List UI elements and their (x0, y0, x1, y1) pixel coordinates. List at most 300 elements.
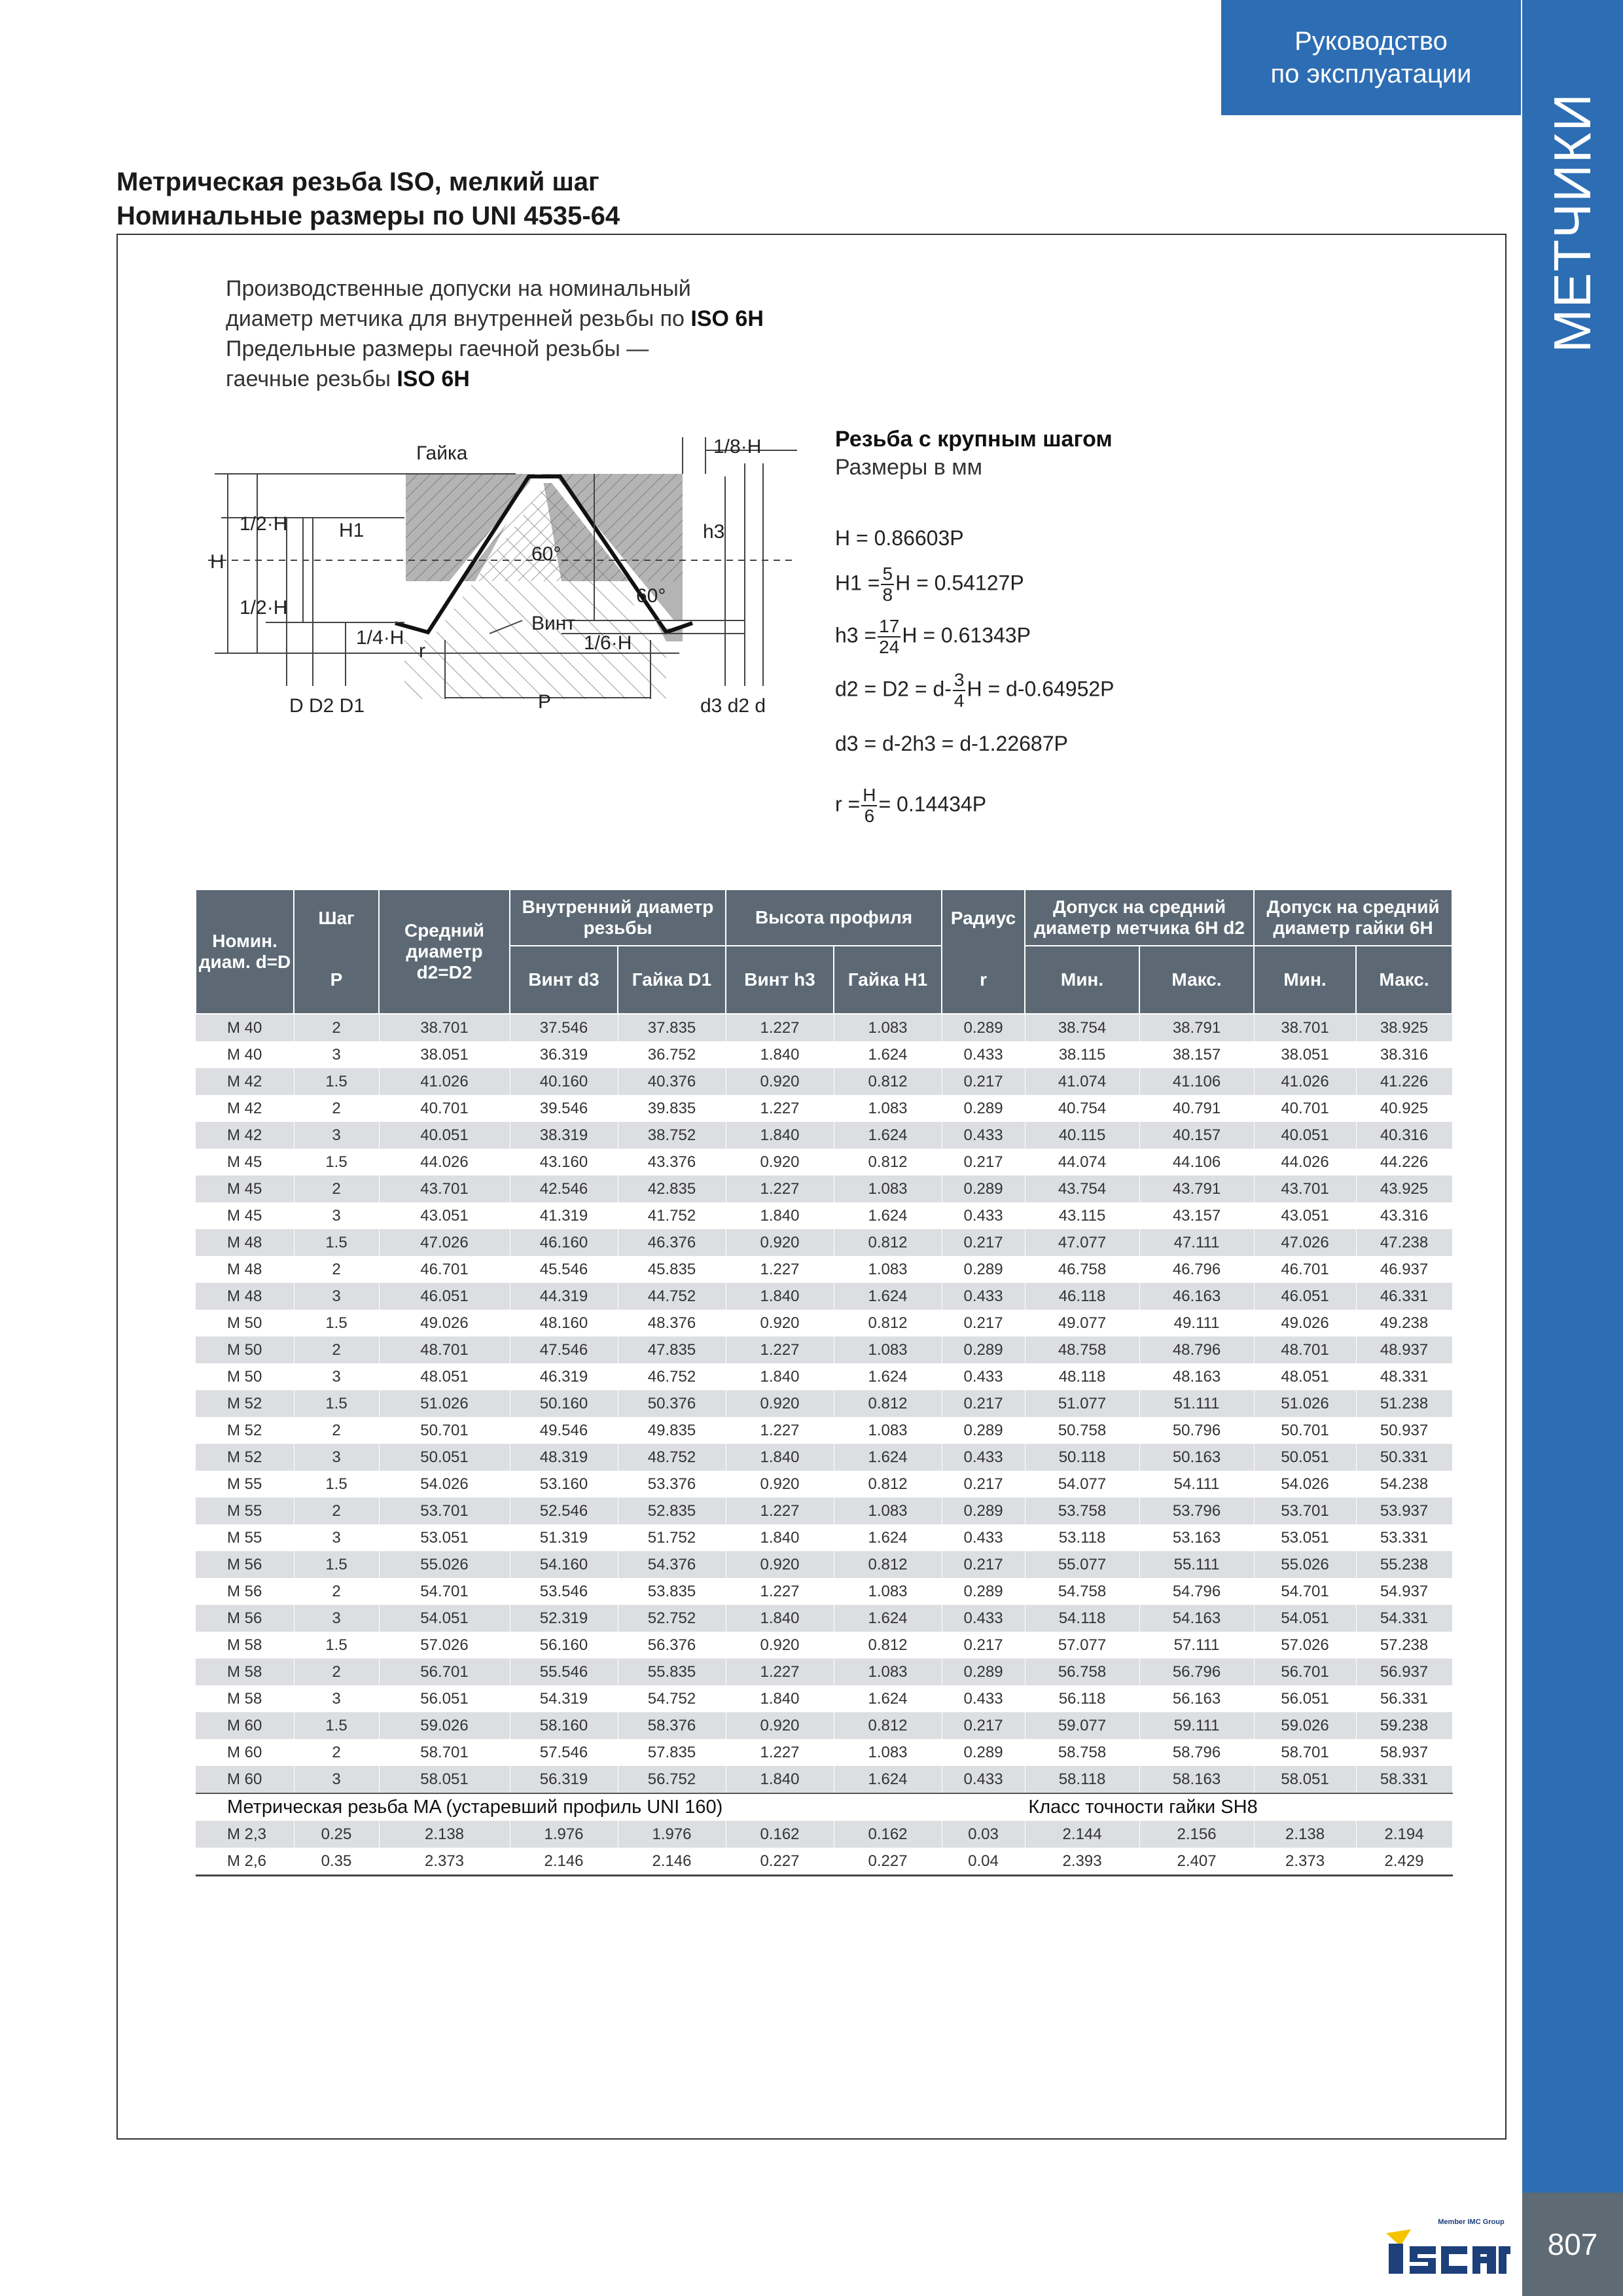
table-cell: 48.051 (1254, 1363, 1356, 1390)
table-row (196, 1471, 1452, 1498)
table-cell: 49.238 (1356, 1310, 1452, 1336)
table-cell: M 2,3 (196, 1821, 294, 1848)
table-cell: 52.546 (510, 1498, 618, 1524)
table-cell: 53.118 (1025, 1524, 1139, 1551)
table-cell: 1.227 (726, 1175, 834, 1202)
table-cell: 0.217 (942, 1471, 1025, 1498)
table-cell: 58.160 (510, 1712, 618, 1739)
table-row (196, 1390, 1452, 1417)
formula-h3-post: H = 0.61343P (902, 623, 1031, 647)
table-cell: 43.376 (618, 1149, 726, 1175)
section-label-text: МЕТЧИКИ (1543, 92, 1601, 353)
table-cell: 0.289 (942, 1739, 1025, 1766)
diagram-label-r: r (419, 640, 425, 662)
table-cell: 2 (294, 1256, 379, 1283)
section-label-ma: Метрическая резьба MA (устаревший профиль UNI 160) (196, 1793, 834, 1821)
table-cell: 41.752 (618, 1202, 726, 1229)
table-cell: 0.217 (942, 1551, 1025, 1578)
table-cell: M 60 (196, 1766, 294, 1793)
table-cell: 41.319 (510, 1202, 618, 1229)
table-cell: 2.373 (379, 1848, 510, 1876)
table-cell: 0.217 (942, 1229, 1025, 1256)
section-label (1522, 92, 1623, 353)
table-cell: 57.238 (1356, 1632, 1452, 1659)
table-cell: 48.118 (1025, 1363, 1139, 1390)
table-cell: 38.791 (1139, 1014, 1254, 1041)
intro-line4-text: гаечные резьбы (226, 367, 397, 391)
table-cell: 51.111 (1139, 1390, 1254, 1417)
intro-line1: Производственные допуски на номинальный (226, 276, 691, 301)
table-cell: 50.051 (379, 1444, 510, 1471)
diagram-label-h: H (210, 551, 224, 573)
table-cell: 1.083 (834, 1336, 942, 1363)
table-cell: 54.319 (510, 1685, 618, 1712)
table-cell: 1.840 (726, 1363, 834, 1390)
table-cell: 49.111 (1139, 1310, 1254, 1336)
page-title-line2: Номинальные размеры по UNI 4535-64 (116, 202, 620, 230)
intro-line3: Предельные размеры гаечной резьбы — (226, 336, 649, 361)
formula-r-den: 6 (864, 806, 875, 826)
formula-h1-den: 8 (882, 584, 893, 605)
table-cell: 41.074 (1025, 1068, 1139, 1095)
table-cell: 50.758 (1025, 1417, 1139, 1444)
table-cell: 57.077 (1025, 1632, 1139, 1659)
table-cell: 2.138 (1254, 1821, 1356, 1848)
thread-data-table (195, 889, 1453, 1876)
table-cell: 51.026 (379, 1390, 510, 1417)
table-cell: 39.835 (618, 1095, 726, 1122)
table-cell: 0.433 (942, 1685, 1025, 1712)
table-cell: 43.701 (379, 1175, 510, 1202)
table-cell: 0.433 (942, 1041, 1025, 1068)
table-cell: 3 (294, 1283, 379, 1310)
table-cell: 51.026 (1254, 1390, 1356, 1417)
table-cell: 1.083 (834, 1739, 942, 1766)
table-cell: 1.227 (726, 1417, 834, 1444)
table-cell: 56.701 (1254, 1659, 1356, 1685)
table-cell: 3 (294, 1524, 379, 1551)
table-cell: 54.026 (1254, 1471, 1356, 1498)
table-cell: 40.051 (1254, 1122, 1356, 1149)
table-cell: 54.701 (379, 1578, 510, 1605)
formula-d2-pre: d2 = D2 = d- (835, 677, 952, 701)
logo-mark (1389, 2244, 1510, 2274)
table-cell: 47.111 (1139, 1229, 1254, 1256)
table-cell: 50.937 (1356, 1417, 1452, 1444)
table-cell: 44.106 (1139, 1149, 1254, 1175)
table-cell: 55.546 (510, 1659, 618, 1685)
table-cell: 49.026 (1254, 1310, 1356, 1336)
diagram-label-angle2: 60° (636, 585, 666, 607)
formula-h1 (835, 564, 1024, 605)
table-cell: 40.701 (1254, 1095, 1356, 1122)
formula-h3-num: 17 (879, 616, 900, 636)
table-cell: 0.289 (942, 1498, 1025, 1524)
table-cell: 2 (294, 1417, 379, 1444)
table-cell: 49.026 (379, 1310, 510, 1336)
table-cell: 0.920 (726, 1310, 834, 1336)
formula-h3-den: 24 (879, 637, 900, 657)
table-cell: 1.624 (834, 1444, 942, 1471)
table-cell: 44.026 (379, 1149, 510, 1175)
table-cell: 56.118 (1025, 1685, 1139, 1712)
table-cell: 1.083 (834, 1175, 942, 1202)
table-cell: 53.160 (510, 1471, 618, 1498)
table-cell: 38.752 (618, 1122, 726, 1149)
table-cell: 54.026 (379, 1471, 510, 1498)
table-cell: 1.5 (294, 1068, 379, 1095)
table-cell: 50.051 (1254, 1444, 1356, 1471)
table-cell: M 40 (196, 1041, 294, 1068)
table-cell: 41.106 (1139, 1068, 1254, 1095)
table-row (196, 1578, 1452, 1605)
table-cell: 2.373 (1254, 1848, 1356, 1876)
table-row (196, 1848, 1452, 1876)
table-cell: M 56 (196, 1578, 294, 1605)
table-cell: 58.051 (1254, 1766, 1356, 1793)
col-header-nut-min: Мин. (1254, 946, 1356, 1014)
table-cell: 48.376 (618, 1310, 726, 1336)
intro-line2-bold: ISO 6H (690, 306, 764, 331)
table-cell: 52.319 (510, 1605, 618, 1632)
table-cell: 2.156 (1139, 1821, 1254, 1848)
table-row (196, 1632, 1452, 1659)
diagram-label-sixth-h: 1/6·H (584, 632, 632, 654)
table-cell: 47.026 (379, 1229, 510, 1256)
table-cell: 56.752 (618, 1766, 726, 1793)
table-cell: 1.976 (510, 1821, 618, 1848)
table-row (196, 1014, 1452, 1041)
table-cell: 43.701 (1254, 1175, 1356, 1202)
table-cell: 1.624 (834, 1766, 942, 1793)
table-cell: 48.701 (379, 1336, 510, 1363)
diagram-label-p: P (538, 691, 552, 713)
table-cell: 59.238 (1356, 1712, 1452, 1739)
table-cell: 54.051 (379, 1605, 510, 1632)
table-cell: M 48 (196, 1229, 294, 1256)
table-cell: 50.163 (1139, 1444, 1254, 1471)
table-cell: M 56 (196, 1551, 294, 1578)
table-cell: 37.546 (510, 1014, 618, 1041)
formula-h1-fraction (881, 564, 894, 605)
table-cell: 1.624 (834, 1363, 942, 1390)
formula-r-post: = 0.14434P (878, 792, 987, 816)
table-cell: 0.920 (726, 1471, 834, 1498)
table-cell: 46.163 (1139, 1283, 1254, 1310)
table-cell: 58.701 (379, 1739, 510, 1766)
table-cell: 1.5 (294, 1632, 379, 1659)
guide-tab-line1: Руководство (1294, 27, 1448, 56)
table-cell: 40.160 (510, 1068, 618, 1095)
table-cell: M 45 (196, 1175, 294, 1202)
table-cell: 45.546 (510, 1256, 618, 1283)
table-cell: 0.289 (942, 1175, 1025, 1202)
col-header-tol-tap: Допуск на средний диаметр метчика 6H d2 (1025, 889, 1254, 946)
page-title-line1: Метрическая резьба ISO, мелкий шаг (116, 168, 599, 196)
table-cell: 53.376 (618, 1471, 726, 1498)
table-cell: 56.319 (510, 1766, 618, 1793)
col-header-radius-sym: r (942, 946, 1025, 1014)
table-cell: 2 (294, 1175, 379, 1202)
table-cell: 53.546 (510, 1578, 618, 1605)
table-cell: 44.319 (510, 1283, 618, 1310)
table-cell: 40.754 (1025, 1095, 1139, 1122)
table-cell: 48.319 (510, 1444, 618, 1471)
table-cell: 1.5 (294, 1390, 379, 1417)
table-cell: 40.115 (1025, 1122, 1139, 1149)
table-cell: 38.157 (1139, 1041, 1254, 1068)
formula-r-num: H (863, 785, 876, 805)
formula-h1-num: 5 (882, 564, 893, 584)
table-cell: 44.026 (1254, 1149, 1356, 1175)
table-cell: 54.118 (1025, 1605, 1139, 1632)
table-cell: 0.433 (942, 1524, 1025, 1551)
table-cell: 1.5 (294, 1149, 379, 1175)
table-cell: 38.319 (510, 1122, 618, 1149)
table-cell: M 55 (196, 1471, 294, 1498)
table-cell: 0.812 (834, 1310, 942, 1336)
table-cell: 1.840 (726, 1605, 834, 1632)
table-cell: 1.624 (834, 1283, 942, 1310)
table-cell: 0.162 (834, 1821, 942, 1848)
table-cell: 0.812 (834, 1551, 942, 1578)
table-cell: 53.051 (379, 1524, 510, 1551)
table-cell: 54.796 (1139, 1578, 1254, 1605)
table-cell: 0.217 (942, 1632, 1025, 1659)
table-cell: 53.796 (1139, 1498, 1254, 1524)
formula-r-pre: r = (835, 792, 861, 816)
table-cell: 0.920 (726, 1712, 834, 1739)
table-cell: 0.812 (834, 1068, 942, 1095)
table-cell: 58.758 (1025, 1739, 1139, 1766)
intro-line2-text: диаметр метчика для внутренней резьбы по (226, 306, 691, 331)
table-row (196, 1095, 1452, 1122)
table-cell: 53.937 (1356, 1498, 1452, 1524)
table-cell: 0.812 (834, 1471, 942, 1498)
table-cell: 1.227 (726, 1014, 834, 1041)
formula-h: H = 0.86603P (835, 526, 964, 550)
table-cell: 56.051 (1254, 1685, 1356, 1712)
table-cell: 1.840 (726, 1766, 834, 1793)
table-cell: 38.701 (1254, 1014, 1356, 1041)
table-cell: 54.163 (1139, 1605, 1254, 1632)
table-cell: 2.138 (379, 1821, 510, 1848)
table-cell: 1.083 (834, 1578, 942, 1605)
table-cell: M 58 (196, 1685, 294, 1712)
table-cell: 56.758 (1025, 1659, 1139, 1685)
table-cell: 0.289 (942, 1417, 1025, 1444)
table-cell: 1.083 (834, 1095, 942, 1122)
table-cell: 50.160 (510, 1390, 618, 1417)
table-cell: 53.051 (1254, 1524, 1356, 1551)
table-row (196, 1068, 1452, 1095)
formulas-heading: Резьба с крупным шагом (835, 427, 1113, 452)
table-cell: 54.752 (618, 1685, 726, 1712)
table-cell: 48.758 (1025, 1336, 1139, 1363)
table-cell: 51.077 (1025, 1390, 1139, 1417)
table-cell: 47.546 (510, 1336, 618, 1363)
table-cell: 53.701 (1254, 1498, 1356, 1524)
table-cell: 38.316 (1356, 1041, 1452, 1068)
table-cell: 54.077 (1025, 1471, 1139, 1498)
table-cell: 0.920 (726, 1551, 834, 1578)
table-row (196, 1712, 1452, 1739)
diagram-label-h1: H1 (339, 520, 365, 541)
table-cell: 1.227 (726, 1095, 834, 1122)
table-cell: 54.758 (1025, 1578, 1139, 1605)
diagram-label-right-diams: d3 d2 d (700, 695, 766, 717)
table-cell: 56.937 (1356, 1659, 1452, 1685)
table-cell: 44.226 (1356, 1149, 1452, 1175)
table-cell: 0.227 (726, 1848, 834, 1876)
table-cell: 40.791 (1139, 1095, 1254, 1122)
table-cell: 51.319 (510, 1524, 618, 1551)
table-cell: 47.026 (1254, 1229, 1356, 1256)
table-cell: 1.5 (294, 1471, 379, 1498)
table-cell: 47.077 (1025, 1229, 1139, 1256)
formula-h3-fraction (878, 617, 901, 657)
table-cell: 1.840 (726, 1444, 834, 1471)
table-cell: M 40 (196, 1014, 294, 1041)
table-cell: 42.546 (510, 1175, 618, 1202)
table-row (196, 1336, 1452, 1363)
table-cell: 3 (294, 1766, 379, 1793)
col-header-inner-screw: Винт d3 (510, 946, 618, 1014)
table-cell: 53.701 (379, 1498, 510, 1524)
table-row (196, 1283, 1452, 1310)
table-section-row (196, 1793, 1452, 1821)
table-cell: 2.393 (1025, 1848, 1139, 1876)
table-cell: 58.163 (1139, 1766, 1254, 1793)
table-cell: 59.111 (1139, 1712, 1254, 1739)
table-row (196, 1310, 1452, 1336)
table-row (196, 1659, 1452, 1685)
table-cell: 46.758 (1025, 1256, 1139, 1283)
table-body (196, 1014, 1452, 1876)
table-cell: 56.331 (1356, 1685, 1452, 1712)
table-cell: 38.701 (379, 1014, 510, 1041)
table-cell: 44.752 (618, 1283, 726, 1310)
table-row (196, 1498, 1452, 1524)
table-cell: 53.163 (1139, 1524, 1254, 1551)
table-cell: 1.840 (726, 1202, 834, 1229)
col-header-pitch: Шаг (294, 889, 379, 946)
table-cell: 47.835 (618, 1336, 726, 1363)
table-row (196, 1363, 1452, 1390)
col-header-profile: Высота профиля (726, 889, 942, 946)
table-cell: 0.25 (294, 1821, 379, 1848)
page-number: 807 (1522, 2193, 1623, 2296)
table-cell: M 42 (196, 1068, 294, 1095)
table-cell: 0.812 (834, 1390, 942, 1417)
table-cell: 1.5 (294, 1712, 379, 1739)
table-cell: 38.051 (1254, 1041, 1356, 1068)
table-cell: 3 (294, 1685, 379, 1712)
col-header-pitch-sym: P (294, 946, 379, 1014)
table-cell: 2.146 (510, 1848, 618, 1876)
table-cell: 49.077 (1025, 1310, 1139, 1336)
formula-r (835, 785, 986, 826)
table-cell: 46.701 (1254, 1256, 1356, 1283)
table-cell: 46.160 (510, 1229, 618, 1256)
table-cell: 43.160 (510, 1149, 618, 1175)
table-cell: 43.157 (1139, 1202, 1254, 1229)
table-cell: 44.074 (1025, 1149, 1139, 1175)
table-cell: 57.111 (1139, 1632, 1254, 1659)
table-cell: 54.937 (1356, 1578, 1452, 1605)
table-row (196, 1524, 1452, 1551)
table-cell: 54.701 (1254, 1578, 1356, 1605)
formula-h1-post: H = 0.54127P (895, 571, 1024, 595)
table-cell: 59.077 (1025, 1712, 1139, 1739)
table-row (196, 1821, 1452, 1848)
table-cell: 56.051 (379, 1685, 510, 1712)
guide-tab (1221, 0, 1521, 115)
table-cell: 43.791 (1139, 1175, 1254, 1202)
table-cell: 43.051 (1254, 1202, 1356, 1229)
table-cell: 46.701 (379, 1256, 510, 1283)
table-cell: 54.051 (1254, 1605, 1356, 1632)
table-cell: 56.701 (379, 1659, 510, 1685)
table-cell: 48.701 (1254, 1336, 1356, 1363)
table-cell: M 45 (196, 1149, 294, 1175)
table-cell: 50.376 (618, 1390, 726, 1417)
table-cell: 55.111 (1139, 1551, 1254, 1578)
table-cell: 38.925 (1356, 1014, 1452, 1041)
table-cell: 48.752 (618, 1444, 726, 1471)
table-row (196, 1417, 1452, 1444)
formula-d2-fraction (953, 670, 966, 711)
table-cell: 0.920 (726, 1149, 834, 1175)
table-cell: 43.316 (1356, 1202, 1452, 1229)
table-cell: 2 (294, 1659, 379, 1685)
intro-line4 (226, 364, 764, 394)
table-cell: 1.083 (834, 1256, 942, 1283)
table-cell: 40.701 (379, 1095, 510, 1122)
table-cell: 50.331 (1356, 1444, 1452, 1471)
table-cell: 3 (294, 1041, 379, 1068)
col-header-mid: Средний диаметр d2=D2 (379, 889, 510, 1014)
table-cell: 38.051 (379, 1041, 510, 1068)
table-cell: M 45 (196, 1202, 294, 1229)
col-header-radius: Радиус (942, 889, 1025, 946)
table-cell: 2.144 (1025, 1821, 1139, 1848)
table-cell: 41.226 (1356, 1068, 1452, 1095)
table-cell: M 50 (196, 1336, 294, 1363)
table-cell: 0.433 (942, 1444, 1025, 1471)
table-cell: 1.840 (726, 1041, 834, 1068)
table-cell: 38.754 (1025, 1014, 1139, 1041)
table-cell: 0.812 (834, 1712, 942, 1739)
table-cell: 55.835 (618, 1659, 726, 1685)
table-cell: 2 (294, 1014, 379, 1041)
table-cell: 0.433 (942, 1202, 1025, 1229)
table-cell: 1.227 (726, 1739, 834, 1766)
table-cell: 55.026 (379, 1551, 510, 1578)
table-cell: 50.701 (379, 1417, 510, 1444)
table-cell: 2 (294, 1578, 379, 1605)
table-cell: 48.051 (379, 1363, 510, 1390)
table-cell: M 52 (196, 1417, 294, 1444)
table-row (196, 1229, 1452, 1256)
formula-h3 (835, 617, 1031, 657)
table-cell: 48.796 (1139, 1336, 1254, 1363)
col-header-inner: Внутренний диаметр резьбы (510, 889, 726, 946)
table-cell: 1.227 (726, 1336, 834, 1363)
table-cell: 43.925 (1356, 1175, 1452, 1202)
table-cell: 46.051 (379, 1283, 510, 1310)
table-cell: 1.840 (726, 1283, 834, 1310)
